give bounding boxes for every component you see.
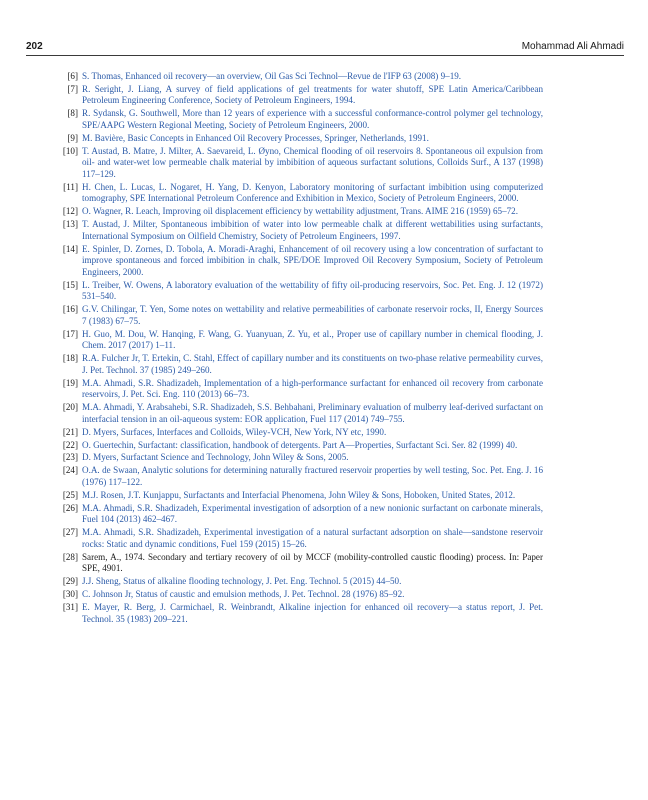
header-rule [26, 55, 624, 56]
reference-item [67, 108, 543, 131]
reference-link[interactable]: E. Mayer, R. Berg, J. Carmichael, R. Weinbrandt, Alkaline injection for enhanced oil recovery—a status report, J. Pet. Technol. 35 (1983) 209–221. [82, 601, 543, 624]
reference-link[interactable]: H. Chen, L. Lucas, L. Nogaret, H. Yang, D. Kenyon, Laboratory monitoring of surfactant imbibition using computerized tomography, SPE International Petroleum Conference and Exhibition in Mexico, Society of Petroleum Engineers, 2000. [82, 181, 543, 204]
reference-item [62, 576, 543, 588]
reference-number: [31] [62, 601, 78, 612]
reference-link[interactable]: M.A. Ahmadi, S.R. Shadizadeh, Experimental investigation of adsorption of a new nonionic surfactant on carbonate minerals, Fuel 104 (2013) 462–467. [82, 502, 543, 525]
reference-item [62, 353, 543, 376]
reference-link[interactable]: M.A. Ahmadi, S.R. Shadizadeh, Experimental investigation of a natural surfactant adsorption on shale—sandstone reservoir rocks: Static and dynamic conditions, Fuel 159 (2015) 15–26. [82, 527, 543, 549]
reference-number: [11] [63, 181, 78, 192]
reference-link[interactable]: O.A. de Swaan, Analytic solutions for determining naturally fractured reservoir properties by well testing, Soc. Pet. Eng. J. 16 (1976) 117–122. [82, 465, 543, 487]
reference-list [62, 71, 543, 626]
reference-text: Sarem, A., 1974. Secondary and tertiary recovery of oil by MCCF (mobility-controlled caustic flooding) process. In: Paper SPE, 4901. [82, 551, 543, 574]
reference-link[interactable]: M.A. Ahmadi, Y. Arabsahebi, S.R. Shadizadeh, S.S. Behbahani, Preliminary evaluation of mulberry leaf-derived surfactant on interfacial tension in an oil-aqueous system: EOR application, Fuel 117 (2014) 749–755. [82, 402, 543, 424]
reference-item [63, 181, 543, 205]
reference-item [62, 465, 543, 488]
reference-item [62, 145, 543, 181]
reference-item [62, 402, 543, 425]
reference-number: [20] [62, 402, 78, 413]
running-author: Mohammad Ali Ahmadi [521, 41, 624, 52]
reference-number: [28] [62, 551, 78, 562]
reference-item [62, 527, 543, 550]
reference-item [62, 502, 543, 526]
reference-item [62, 551, 543, 575]
reference-number: [14] [62, 243, 78, 254]
reference-number: [6] [67, 71, 78, 81]
reference-item [67, 71, 543, 83]
reference-number: [18] [62, 353, 78, 364]
reference-link[interactable]: R. Sydansk, G. Southwell, More than 12 years of experience with a successful conformance-control polymer gel technology, SPE/AAPG Western Regional Meeting, Society of Petroleum Engineers, 2000. [82, 108, 543, 130]
reference-item [62, 601, 543, 625]
reference-number: [29] [62, 576, 78, 587]
reference-number: [7] [67, 83, 78, 94]
reference-link[interactable]: C. Johnson Jr, Status of caustic and emulsion methods, J. Pet. Technol. 28 (1976) 85–92. [82, 589, 405, 600]
reference-link[interactable]: O. Guertechin, Surfactant: classification, handbook of detergents. Part A—Properties, Surfactant Sci. Ser. 82 (1999) 40. [82, 439, 518, 450]
reference-item [62, 328, 543, 352]
reference-number: [21] [62, 426, 78, 437]
reference-link[interactable]: R. Seright, J. Liang, A survey of field applications of gel treatments for water shutoff, SPE Latin America/Caribbean Petroleum Engineering Conference, Society of Petroleum Engineers, 1994. [82, 83, 543, 106]
reference-link[interactable]: G.V. Chilingar, T. Yen, Some notes on wettability and relative permeabilities of carbonate reservoir rocks, II, Energy Sources 7 (1983) 67–75. [82, 304, 543, 326]
reference-number: [19] [62, 377, 78, 388]
reference-link[interactable]: L. Treiber, W. Owens, A laboratory evaluation of the wettability of fifty oil-producing reservoirs, Soc. Pet. Eng. J. 12 (1972) 531–540. [82, 279, 543, 302]
reference-link[interactable]: D. Myers, Surfactant Science and Technology, John Wiley & Sons, 2005. [82, 452, 349, 463]
reference-link[interactable]: O. Wagner, R. Leach, Improving oil displacement efficiency by wettability adjustment, Trans. AIME 216 (1959) 65–72. [82, 206, 518, 217]
reference-link[interactable]: E. Spinler, D. Zornes, D. Tobola, A. Moradi-Araghi, Enhancement of oil recovery using a low concentration of surfactant to improve spontaneous and forced imbibition in chalk, SPE/DOE Improved Oil Recovery Symposium, Society of Petroleum Engineers, 2000. [82, 243, 543, 277]
page-number: 202 [26, 41, 43, 52]
reference-item [62, 279, 543, 303]
reference-link[interactable]: R.A. Fulcher Jr, T. Ertekin, C. Stahl, Effect of capillary number and its constituents on two-phase relative permeability curves, J. Pet. Technol. 37 (1985) 249–260. [82, 353, 543, 375]
reference-link[interactable]: J.J. Sheng, Status of alkaline flooding technology, J. Pet. Eng. Technol. 5 (2015) 44–50. [82, 576, 402, 587]
reference-link[interactable]: S. Thomas, Enhanced oil recovery—an overview, Oil Gas Sci Technol—Revue de l'IFP 63 (2008) 9–19. [82, 71, 462, 81]
reference-number: [10] [62, 145, 78, 156]
reference-item [62, 439, 543, 452]
reference-number: [8] [67, 108, 78, 119]
reference-item [62, 243, 543, 279]
reference-number: [23] [62, 452, 78, 463]
reference-number: [22] [62, 439, 78, 450]
reference-link[interactable]: M. Bavière, Basic Concepts in Enhanced Oil Recovery Processes, Springer, Netherlands, 1991. [82, 132, 429, 143]
reference-number: [15] [62, 279, 78, 290]
reference-number: [17] [62, 328, 78, 339]
reference-number: [13] [62, 219, 78, 230]
reference-item [67, 83, 543, 107]
reference-item [62, 219, 543, 242]
reference-item [62, 304, 543, 327]
reference-item [62, 206, 543, 218]
reference-item [62, 489, 543, 502]
reference-link[interactable]: H. Guo, M. Dou, W. Hanqing, F. Wang, G. Yuanyuan, Z. Yu, et al., Proper use of capillary number in chemical flooding, J. Chem. 2017 (2017) 1–11. [82, 328, 543, 351]
reference-link[interactable]: T. Austad, B. Matre, J. Milter, A. Saevareid, L. Øyno, Chemical flooding of oil reservoirs 8. Spontaneous oil expulsion from oil- and water-wet low permeable chalk material by imbibition of aqueous surfactant solutions, Colloids Surf., A 137 (1998) 117–129. [82, 145, 543, 179]
reference-number: [30] [62, 589, 78, 600]
reference-number: [25] [62, 489, 78, 500]
reference-link[interactable]: M.J. Rosen, J.T. Kunjappu, Surfactants and Interfacial Phenomena, John Wiley & Sons, Hoboken, United States, 2012. [82, 489, 516, 500]
reference-link[interactable]: T. Austad, J. Milter, Spontaneous imbibition of water into low permeable chalk at different wettabilities using surfactants, International Symposium on Oilfield Chemistry, Society of Petroleum Engineers, 1997. [82, 219, 543, 241]
reference-number: [27] [62, 527, 78, 538]
reference-number: [12] [62, 206, 78, 217]
reference-number: [24] [62, 465, 78, 476]
reference-link[interactable]: D. Myers, Surfaces, Interfaces and Colloids, Wiley-VCH, New York, NY etc, 1990. [82, 426, 387, 437]
running-header [26, 40, 624, 56]
reference-number: [26] [62, 502, 78, 513]
reference-item [62, 377, 543, 401]
reference-number: [16] [62, 304, 78, 315]
reference-item [62, 589, 543, 601]
reference-item [62, 452, 543, 464]
reference-number: [9] [67, 132, 78, 143]
reference-link[interactable]: M.A. Ahmadi, S.R. Shadizadeh, Implementation of a high-performance surfactant for enhanced oil recovery from carbonate reservoirs, J. Pet. Sci. Eng. 110 (2013) 66–73. [82, 377, 543, 400]
reference-item [67, 132, 543, 145]
reference-item [62, 426, 543, 439]
